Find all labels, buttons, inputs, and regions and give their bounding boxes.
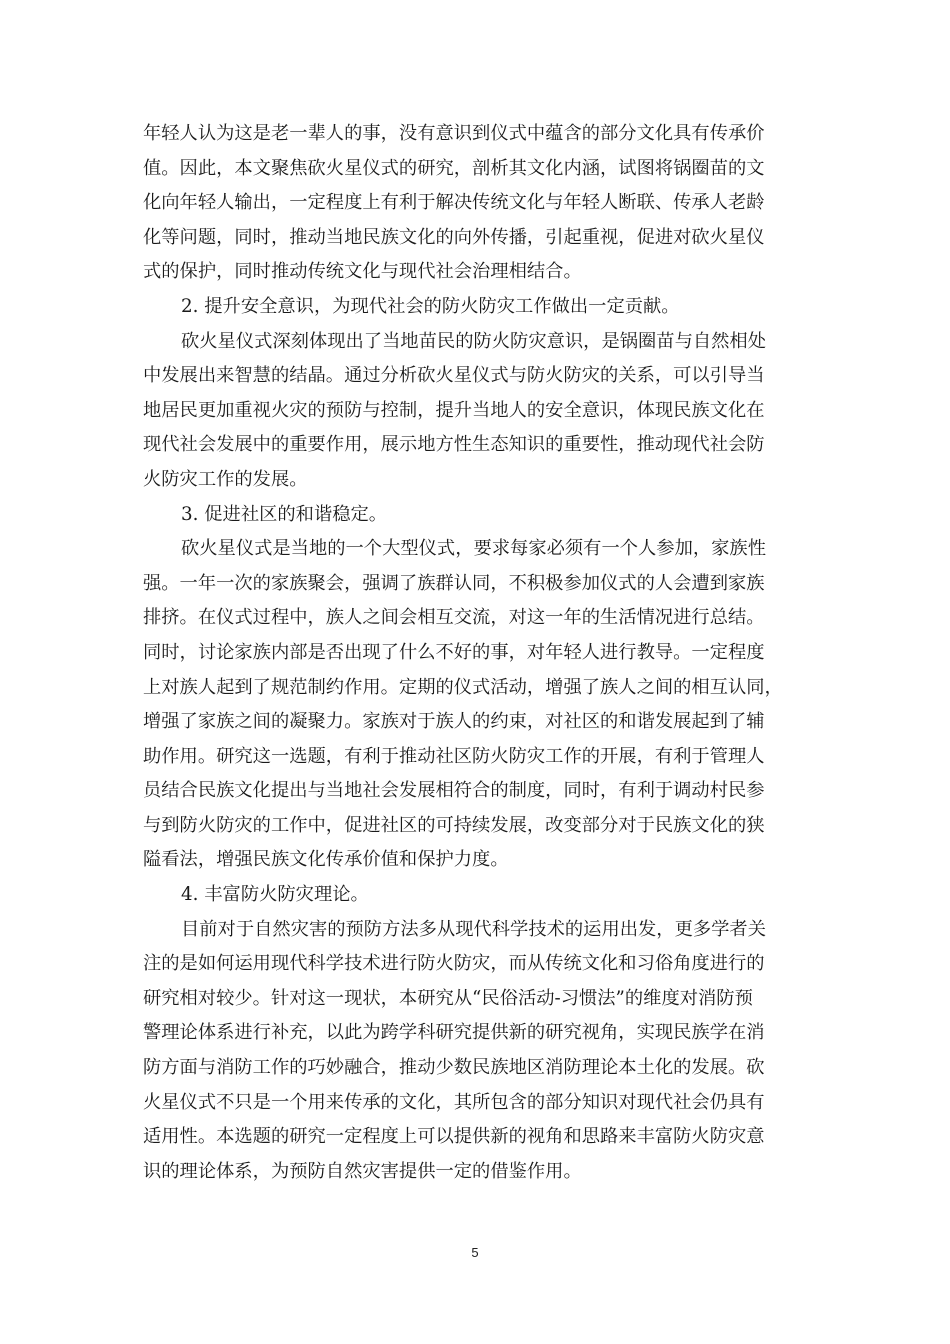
text-line: 4. 丰富防火防灾理论。 bbox=[181, 884, 369, 906]
text-line: 地居民更加重视火灾的预防与控制，提升当地人的安全意识，体现民族文化在 bbox=[143, 399, 765, 421]
text-line: 砍火星仪式是当地的一个大型仪式，要求每家必须有一个人参加，家族性 bbox=[181, 538, 766, 560]
text-line: 防方面与消防工作的巧妙融合，推动少数民族地区消防理论本土化的发展。砍 bbox=[143, 1057, 765, 1079]
text-line: 识的理论体系，为预防自然灾害提供一定的借鉴作用。 bbox=[143, 1160, 582, 1182]
text-line: 砍火星仪式深刻体现出了当地苗民的防火防灾意识，是锅圈苗与自然相处 bbox=[181, 330, 766, 352]
text-line: 排挤。在仪式过程中，族人之间会相互交流，对这一年的生活情况进行总结。 bbox=[143, 607, 765, 629]
text-line: 注的是如何运用现代科学技术进行防火防灾，而从传统文化和习俗角度进行的 bbox=[143, 953, 765, 975]
text-line: 火防灾工作的发展。 bbox=[143, 468, 308, 490]
body-text bbox=[143, 117, 808, 1189]
text-line: 助作用。研究这一选题，有利于推动社区防火防灾工作的开展，有利于管理人 bbox=[143, 745, 765, 767]
text-line: 现代社会发展中的重要作用，展示地方性生态知识的重要性，推动现代社会防 bbox=[143, 434, 765, 456]
page-number: 5 bbox=[471, 1245, 479, 1260]
text-line: 强。一年一次的家族聚会，强调了族群认同，不积极参加仪式的人会遭到家族 bbox=[143, 572, 765, 594]
text-line: 上对族人起到了规范制约作用。定期的仪式活动，增强了族人之间的相互认同， bbox=[143, 676, 783, 698]
text-line: 员结合民族文化提出与当地社会发展相符合的制度，同时，有利于调动村民参 bbox=[143, 780, 765, 802]
text-line: 同时，讨论家族内部是否出现了什么不好的事，对年轻人进行教导。一定程度 bbox=[143, 641, 765, 663]
text-line: 增强了家族之间的凝聚力。家族对于族人的约束，对社区的和谐发展起到了辅 bbox=[143, 711, 765, 733]
text-line: 3. 促进社区的和谐稳定。 bbox=[181, 503, 388, 525]
text-line: 化向年轻人输出，一定程度上有利于解决传统文化与年轻人断联、传承人老龄 bbox=[143, 192, 765, 214]
text-line: 与到防火防灾的工作中，促进社区的可持续发展，改变部分对于民族文化的狭 bbox=[143, 814, 765, 836]
text-line: 年轻人认为这是老一辈人的事，没有意识到仪式中蕴含的部分文化具有传承价 bbox=[143, 123, 765, 144]
text-line: 警理论体系进行补充，以此为跨学科研究提供新的研究视角，实现民族学在消 bbox=[143, 1022, 765, 1044]
text-line: 研究相对较少。针对这一现状，本研究从“民俗活动-习惯法”的维度对消防预 bbox=[143, 987, 753, 1009]
text-line: 化等问题，同时，推动当地民族文化的向外传播，引起重视，促进对砍火星仪 bbox=[143, 226, 765, 248]
text-line: 目前对于自然灾害的预防方法多从现代科学技术的运用出发，更多学者关 bbox=[181, 918, 766, 940]
text-line: 隘看法，增强民族文化传承价值和保护力度。 bbox=[143, 849, 509, 871]
text-line: 值。因此，本文聚焦砍火星仪式的研究，剖析其文化内涵，试图将锅圈苗的文 bbox=[143, 157, 765, 179]
text-line: 2. 提升安全意识，为现代社会的防火防灾工作做出一定贡献。 bbox=[181, 295, 680, 317]
text-line: 中发展出来智慧的结晶。通过分析砍火星仪式与防火防灾的关系，可以引导当 bbox=[143, 365, 765, 387]
text-line: 火星仪式不只是一个用来传承的文化，其所包含的部分知识对现代社会仍具有 bbox=[143, 1091, 765, 1113]
text-line: 适用性。本选题的研究一定程度上可以提供新的视角和思路来丰富防火防灾意 bbox=[143, 1126, 765, 1148]
text-line: 式的保护，同时推动传统文化与现代社会治理相结合。 bbox=[143, 261, 582, 283]
